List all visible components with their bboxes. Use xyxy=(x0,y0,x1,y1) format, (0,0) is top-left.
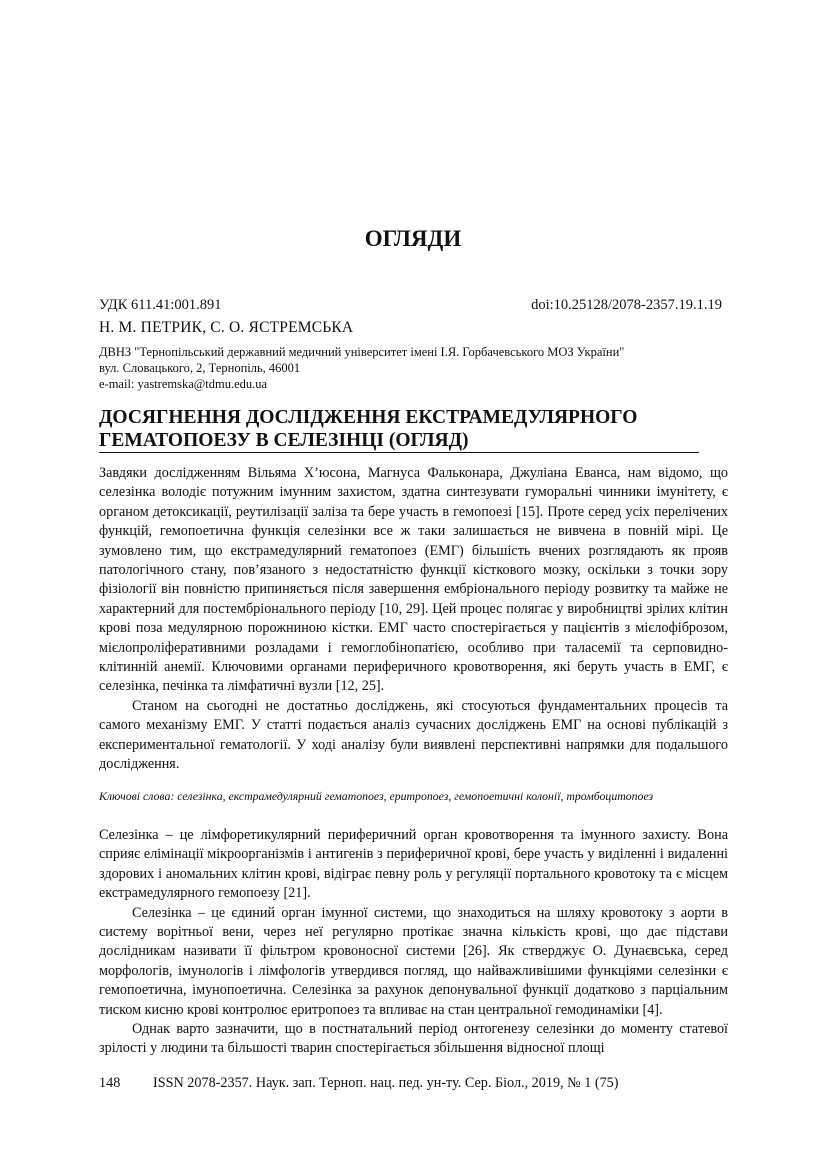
section-heading: ОГЛЯДИ xyxy=(364,226,462,251)
affiliation xyxy=(99,344,624,392)
title-underline xyxy=(99,452,699,453)
address: вул. Словацького, 2, Тернопіль, 46001 xyxy=(99,361,301,375)
journal-citation: ISSN 2078-2357. Наук. зап. Терноп. нац. пед. ун-ту. Сер. Біол., 2019, № 1 (75) xyxy=(153,1075,619,1091)
body-text xyxy=(99,826,728,1059)
email: e-mail: yastremska@tdmu.edu.ua xyxy=(99,377,268,391)
doi: doi:10.25128/2078-2357.19.1.19 xyxy=(531,297,722,313)
page-footer xyxy=(99,1075,619,1092)
article-title xyxy=(99,406,699,452)
abstract xyxy=(99,464,728,775)
body-paragraph: Однак варто зазначити, що в постнатальний період онтогенезу селезінки до моменту статевої зрілості у людини та більшості тварин спостерігається збільшення відносної площі xyxy=(99,1021,728,1057)
institution: ДВНЗ "Тернопільський державний медичний університет імені І.Я. Горбачевського МОЗ України" xyxy=(99,345,625,359)
body-paragraph: Селезінка – це лімфоретикулярний периферичний орган кровотворення та імунного захисту. Вона сприяє елімінації мікроорганізмів і антигенів з периферичної крові, бере участь у виділенні і видаленні здорових і аномальних клітин крові, відіграє певну роль у регуляції портального кровотоку та є місцем екстрамедулярного гемопоезу [21]. xyxy=(99,827,728,902)
keywords: Ключові слова: селезінка, екстрамедулярний гематопоез, еритропоез, гемопоетичні колонії, тромбоцитопоез xyxy=(99,789,654,803)
title-line-1: ДОСЯГНЕННЯ ДОСЛІДЖЕННЯ ЕКСТРАМЕДУЛЯРНОГО xyxy=(99,407,638,428)
abstract-paragraph: Завдяки дослідженням Вільяма Х’юсона, Магнуса Фальконара, Джуліана Еванса, нам відомо, що селезінка володіє потужним імунним захистом, здатна синтезувати гуморальні чинники імунітету, є органом детоксикації, реутилізації заліза та бере участь в гемопоезі [15]. Проте серед усіх перелічених функцій, гемопоетична функція селезінки все ж таки залишається не вивчена в повній мірі. Це зумовлено тим, що екстрамедулярний гематопоез (ЕМГ) більшість вчених розглядають як прояв патологічного стану, пов’язаного з недостатністю функції кісткового мозку, оскільки з точки зору фізіології він повністю припиняється після завершення ембріонального періоду розвитку та майже не характерний для постембріонального періоду [10, 29]. Цей процес полягає у виробництві зрілих клітин крові поза медулярною порожниною кістки. ЕМГ часто спостерігається у пацієнтів з мієлофіброзом, мієлопроліферативними розладами і гемоглобінопатією, особливо при таласемії та серповидно-клітинній анемії. Ключовими органами периферичного кровотворення, які беруть участь в ЕМГ, є селезінка, печінка та лімфатичні вузли [12, 25]. xyxy=(99,465,728,695)
title-line-2: ГЕМАТОПОЕЗУ В СЕЛЕЗІНЦІ (ОГЛЯД) xyxy=(99,430,469,451)
page-number: 148 xyxy=(99,1075,121,1091)
authors: Н. М. ПЕТРИК, С. О. ЯСТРЕМСЬКА xyxy=(99,319,354,336)
udc-code: УДК 611.41:001.891 xyxy=(99,297,222,313)
abstract-paragraph: Станом на сьогодні не достатньо досліджень, які стосуються фундаментальних процесів та самого механізму ЕМГ. У статті подається аналіз сучасних досліджень ЕМГ на основі публікацій з експериментальної гематології. У ході аналізу були виявлені перспективні напрямки для подальшого дослідження. xyxy=(99,697,728,773)
body-paragraph: Селезінка – це єдиний орган імунної системи, що знаходиться на шляху кровотоку з аорти в систему ворітньої вени, через неї регулярно протікає значна кількість крові, що дає підстави дослідникам називати її фільтром кровоносної системи [26]. Як стверджує О. Дунаєвська, серед морфологів, імунологів і лімфологів утвердився погляд, що найважливішими функціями селезінки є гемопоетична, імунопоетична. Селезінка за рахунок депонувальної функції додатково з парціальним тиском кисню крові контролює еритропоез та впливає на стан центральної гемодинаміки [4]. xyxy=(99,904,728,1018)
